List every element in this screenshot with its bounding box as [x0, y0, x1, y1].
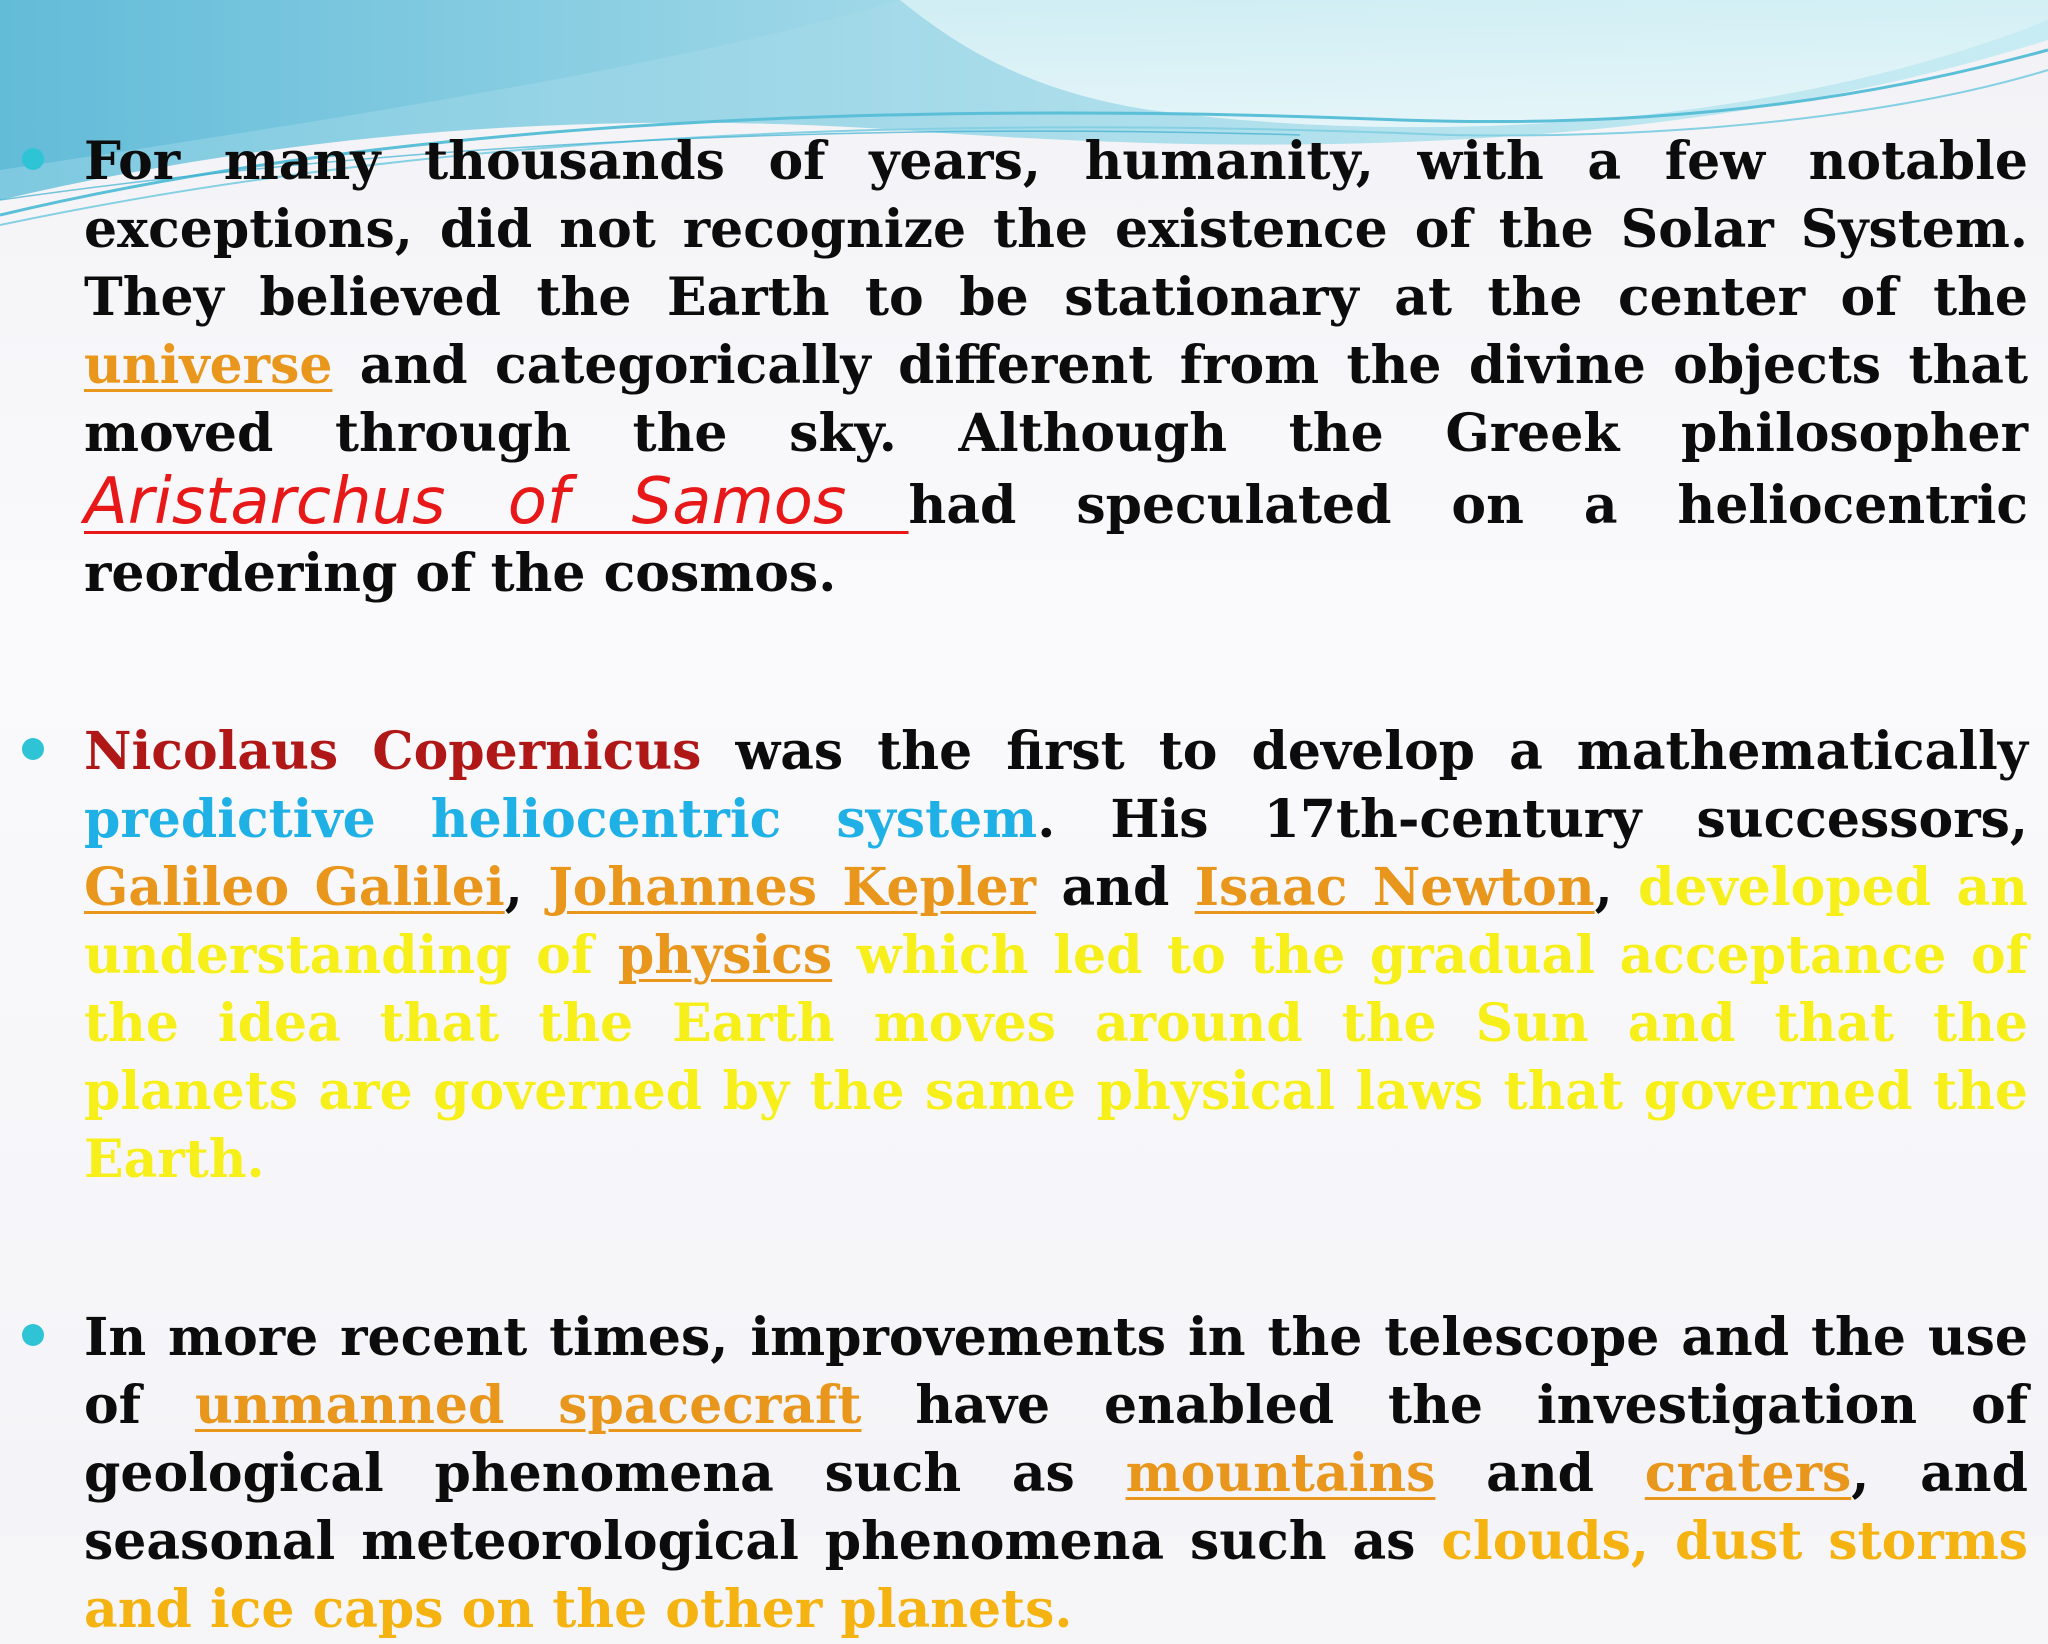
text: and: [1036, 857, 1195, 918]
link-johannes-kepler[interactable]: Johannes Kepler: [548, 857, 1037, 918]
bullet-dot: [22, 738, 44, 760]
link-galileo-galilei[interactable]: Galileo Galilei: [84, 857, 505, 918]
text: For many thousands of years, humanity, with a few notable exceptions, did not recognize the existence of the Solar System. They believed the Earth to be stationary at the center of the: [84, 131, 2028, 328]
text-highlight-yellow: which led to the gradual acceptance of the idea that the Earth moves around the Sun and that the planets are governed by the same physical laws that governed the Earth.: [84, 925, 2028, 1190]
link-mountains[interactable]: mountains: [1125, 1443, 1436, 1504]
text: In more recent times, improvements in the telescope and the use of: [84, 1307, 2028, 1436]
text: ,: [504, 857, 549, 918]
text: and categorically different from the divine objects that moved through the sky. Although the Greek philosopher: [84, 335, 2028, 464]
link-physics[interactable]: physics: [617, 925, 833, 986]
link-aristarchus-of-samos[interactable]: Aristarchus of Samos: [84, 465, 909, 539]
slide-content: [84, 128, 2028, 1644]
text: and: [1435, 1443, 1645, 1504]
text-highlight-amber: clouds, dust storms and ice caps on the other planets.: [84, 1511, 2029, 1640]
text-predictive-heliocentric-system: predictive heliocentric system: [84, 789, 1038, 850]
link-craters[interactable]: craters: [1644, 1443, 1852, 1504]
link-unmanned-spacecraft[interactable]: unmanned spacecraft: [194, 1375, 862, 1436]
text-highlight-yellow: developed an understanding of: [84, 857, 2028, 986]
text: . His 17th-century successors,: [1037, 789, 2028, 850]
link-universe[interactable]: universe: [84, 335, 333, 396]
text: had speculated on a heliocentric reordering of the cosmos.: [84, 475, 2029, 604]
text: have enabled the investigation of geological phenomena such as: [84, 1375, 2029, 1504]
bullet-dot: [22, 1324, 44, 1346]
text: ,: [1594, 857, 1639, 918]
text: , and seasonal meteorological phenomena such as: [84, 1443, 2028, 1572]
bullet-dot: [22, 148, 44, 170]
bullet-paragraph-recent-times: [84, 1304, 2028, 1644]
bullet-paragraph-copernicus: [84, 718, 2028, 1194]
text: was the first to develop a mathematically: [701, 721, 2028, 782]
link-isaac-newton[interactable]: Isaac Newton: [1194, 857, 1595, 918]
bullet-paragraph-solar-system-history: [84, 128, 2028, 608]
text-copernicus: Nicolaus Copernicus: [84, 721, 702, 782]
